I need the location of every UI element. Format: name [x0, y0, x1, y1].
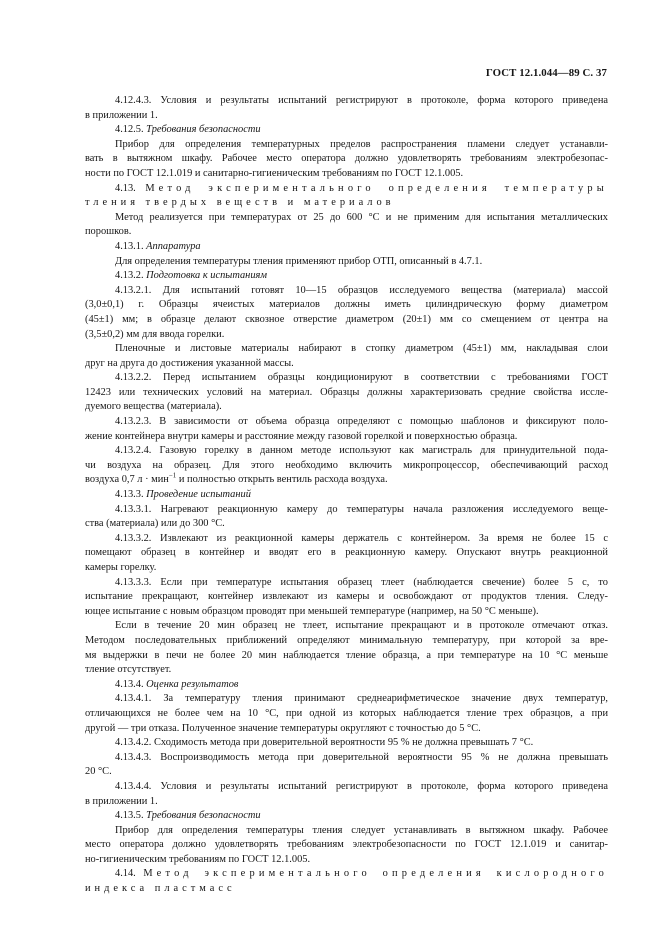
- text-line: [85, 342, 608, 357]
- text-line: [85, 152, 608, 167]
- text-line: [85, 473, 608, 488]
- text-run: Метод экспериментального определения кислородного: [143, 868, 608, 880]
- text-run: ства (материала) или до 300 °С.: [85, 518, 225, 530]
- text-run: мя выдержки в печи не более 20 мин наблюдается тление образца, а при температуре на 10 °С меньше: [85, 649, 608, 661]
- text-run: 4.14.: [115, 868, 144, 880]
- text-line: [85, 94, 608, 109]
- text-line: [85, 736, 608, 751]
- text-run: тление отсутствует.: [85, 664, 172, 676]
- text-run: 4.13.2.3. В зависимости от объема образца определяют с помощью шаблонов и фиксируют поло-: [115, 416, 608, 428]
- text-line: [85, 444, 608, 459]
- text-run: (45±1) мм; в образце делают сквозное отверстие диаметром (20±1) мм со смещением от центра на: [85, 313, 608, 325]
- text-run: 4.13.4.2. Сходимость метода при доверительной вероятности 95 % не должна превышать 7 °С.: [115, 737, 534, 749]
- text-line: [85, 649, 608, 664]
- text-run: Метод экспериментального определения температуры: [145, 182, 608, 194]
- text-run: 4.13.2.: [115, 270, 147, 282]
- text-line: [85, 269, 608, 284]
- text-run: камеры горелку.: [85, 562, 157, 573]
- text-line: [85, 619, 608, 634]
- text-line: [85, 211, 608, 226]
- text-run: порошков.: [85, 226, 132, 238]
- text-line: [85, 634, 608, 649]
- text-run: вать в вытяжном шкафу. Рабочее место оператора должно удовлетворять требованиям электробезопас-: [85, 153, 608, 165]
- text-line: [85, 459, 608, 474]
- text-line: [85, 780, 608, 795]
- text-run: (3,0±0,1) г. Образцы ячеистых материалов должны иметь цилиндрическую форму диаметром: [85, 299, 608, 311]
- text-run: в приложении 1.: [85, 795, 158, 807]
- text-run: 4.13.1.: [115, 240, 147, 252]
- text-run: жение контейнера внутри камеры и расстояние между газовой горелкой и поверхностью образца.: [85, 430, 518, 442]
- text-run: индекса пластмасс: [85, 883, 236, 895]
- text-line: [85, 751, 608, 766]
- text-run: друг на друга до достижения указанной массы.: [85, 357, 294, 369]
- text-run: 4.13.5.: [115, 810, 147, 822]
- text-run: Проведение испытаний: [146, 489, 251, 501]
- text-line: [85, 313, 608, 328]
- text-run: воздуха 0,7 л · мин: [85, 474, 169, 486]
- text-run: 4.13.3.: [115, 489, 147, 501]
- text-run: но-гигиеническим требованиям по ГОСТ 12.1.005.: [85, 853, 311, 865]
- text-run: 4.12.4.3. Условия и результаты испытаний регистрируют в протоколе, форма которого приведена: [115, 95, 608, 106]
- text-run: Метод реализуется при температурах от 25 до 600 °С и не применим для испытания металлических: [115, 211, 608, 223]
- text-line: [85, 298, 608, 313]
- page-header: ГОСТ 12.1.044—89 С. 37: [485, 67, 607, 79]
- text-run: и полностью открыть вентиль расхода воздуха.: [176, 474, 388, 486]
- text-run: Аппаратура: [146, 240, 201, 252]
- text-line: [85, 605, 608, 620]
- text-line: [85, 182, 608, 197]
- text-line: [85, 838, 608, 853]
- text-run: Требования безопасности: [146, 810, 261, 822]
- text-line: [85, 503, 608, 518]
- text-run: испытание прекращают, контейнер извлекают из камеры и освобождают от продуктов тления. Следу-: [85, 591, 608, 603]
- text-run: Оценка результатов: [146, 678, 239, 690]
- text-line: [85, 357, 608, 372]
- text-line: [85, 765, 608, 780]
- text-line: [85, 167, 608, 182]
- text-line: [85, 795, 608, 810]
- text-line: [85, 532, 608, 547]
- text-run: отличающихся не более чем на 10 °С, при одной из которых наблюдается тление трех образцов, а при: [85, 707, 608, 719]
- text-run: тления твердых веществ и материалов: [85, 197, 395, 209]
- text-run: 4.13.4.1. За температуру тления принимают среднеарифметическое значение двух температур,: [115, 693, 608, 705]
- text-line: [85, 225, 608, 240]
- text-run: 4.13.3.1. Нагревают реакционную камеру до температуры начала разложения исследуемого веще-: [115, 503, 608, 515]
- text-line: [85, 853, 608, 868]
- text-line: [85, 722, 608, 737]
- text-run: 4.13.2.2. Перед испытанием образцы кондиционируют в соответствии с требованиями ГОСТ: [115, 372, 608, 384]
- text-line: [85, 590, 608, 605]
- text-run: 12423 или технических условий на материал. Образцы должны характеризовать средние свойства иссле-: [85, 386, 608, 398]
- text-line: [85, 240, 608, 255]
- text-run: ющее испытание с новым образцом проводят при меньшей температуре (например, на 50 °С меньше).: [85, 605, 539, 617]
- text-line: [85, 692, 608, 707]
- text-run: чи воздуха на образец. Для этого необходимо включить микропроцессор, обеспечивающий расход: [85, 459, 608, 471]
- text-line: [85, 123, 608, 138]
- text-run: Пленочные и листовые материалы набирают в стопку диаметром (45±1) мм, накладывая слои: [115, 343, 608, 355]
- text-run: Для определения температуры тления применяют прибор ОТП, описанный в 4.7.1.: [115, 255, 483, 267]
- text-line: [85, 328, 608, 343]
- text-run: ности по ГОСТ 12.1.019 и санитарно-гигиеническим требованиям по ГОСТ 12.1.005.: [85, 167, 464, 179]
- text-run: помещают образец в контейнер и вводят его в реакционную камеру. Опускают внутрь реакционной: [85, 547, 608, 559]
- text-line: [85, 196, 608, 211]
- text-run: Требования безопасности: [146, 124, 261, 136]
- text-run: 4.13.3.3. Если при температуре испытания образец тлеет (наблюдается свечение) более 5 с, то: [115, 576, 608, 588]
- text-line: [85, 415, 608, 430]
- text-line: [85, 707, 608, 722]
- text-run: место оператора должно удовлетворять требованиям электробезопасности по ГОСТ 12.1.019 и санитар-: [85, 839, 608, 851]
- superscript: −1: [168, 471, 177, 480]
- text-run: 4.13.4.3. Воспроизводимость метода при доверительной вероятности 95 % не должна превышать: [115, 751, 608, 763]
- text-line: [85, 371, 608, 386]
- text-line: [85, 109, 608, 124]
- document-body: [85, 94, 608, 897]
- text-run: 20 °С.: [85, 766, 112, 778]
- text-run: 4.13.: [115, 182, 146, 194]
- text-run: Если в течение 20 мин образец не тлеет, испытание прекращают и в протоколе отмечают отказ.: [115, 620, 608, 632]
- text-run: 4.13.4.: [115, 678, 147, 690]
- text-line: [85, 138, 608, 153]
- text-line: [85, 561, 608, 576]
- text-run: Прибор для определения температурных пределов распространения пламени следует устанавли-: [115, 138, 608, 150]
- text-run: дуемого вещества (материала).: [85, 401, 222, 413]
- text-line: [85, 488, 608, 503]
- text-run: Подготовка к испытаниям: [146, 270, 267, 282]
- text-run: 4.13.3.2. Извлекают из реакционной камеры держатель с контейнером. За время не более 15 с: [115, 532, 608, 544]
- text-run: 4.13.4.4. Условия и результаты испытаний регистрируют в протоколе, форма которого приведена: [115, 780, 608, 792]
- text-line: [85, 284, 608, 299]
- text-line: [85, 255, 608, 270]
- text-line: [85, 546, 608, 561]
- text-run: 4.12.5.: [115, 124, 147, 136]
- text-run: в приложении 1.: [85, 109, 158, 121]
- text-run: 4.13.2.1. Для испытаний готовят 10—15 образцов исследуемого вещества (материала) массой: [115, 284, 608, 296]
- text-run: другой — три отказа. Полученное значение температуры округляют с точностью до 5 °С.: [85, 722, 481, 734]
- text-line: [85, 678, 608, 693]
- text-run: 4.13.2.4. Газовую горелку в данном методе используют как магистраль для принудительной пода-: [115, 445, 608, 457]
- text-line: [85, 576, 608, 591]
- text-run: (3,5±0,2) мм для ввода горелки.: [85, 328, 225, 340]
- text-line: [85, 809, 608, 824]
- text-run: Прибор для определения температуры тления следует устанавливать в вытяжном шкафу. Рабочее: [115, 824, 608, 836]
- text-line: [85, 430, 608, 445]
- text-run: Методом последовательных приближений определяют минимальную температуру, при которой за вре-: [85, 634, 608, 646]
- text-line: [85, 882, 608, 897]
- text-line: [85, 867, 608, 882]
- text-line: [85, 663, 608, 678]
- text-line: [85, 386, 608, 401]
- text-line: [85, 400, 608, 415]
- text-line: [85, 517, 608, 532]
- text-line: [85, 824, 608, 839]
